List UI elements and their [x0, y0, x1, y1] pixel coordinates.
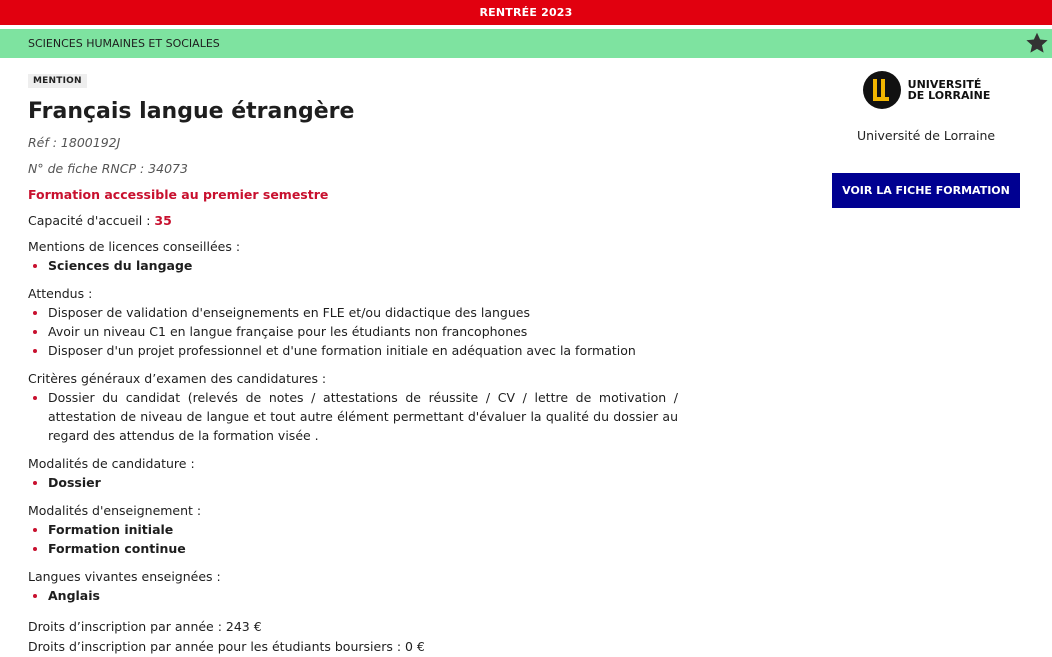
view-formation-button[interactable]: VOIR LA FICHE FORMATION [832, 173, 1020, 208]
langues-section [28, 569, 678, 605]
enseignement-label: Modalités d'enseignement : [28, 503, 202, 518]
star-icon[interactable] [1024, 30, 1050, 56]
candidature-label: Modalités de candidature : [28, 456, 195, 471]
university-logo-text [908, 79, 991, 101]
list-item: Dossier [28, 473, 678, 492]
candidature-section [28, 456, 678, 492]
list-item: Disposer d'un projet professionnel et d'une formation initiale en adéquation avec la formation [28, 341, 678, 360]
fees-section [28, 617, 678, 657]
attendus-label: Attendus : [28, 286, 93, 301]
rncp-number: N° de fiche RNCP : 34073 [28, 161, 188, 176]
licences-section [28, 239, 678, 275]
accessibility-note: Formation accessible au premier semestre [28, 187, 329, 202]
category-bar [0, 29, 1052, 58]
list-item: Anglais [28, 586, 678, 605]
formation-ref: Réf : 1800192J [28, 135, 121, 150]
langues-label: Langues vivantes enseignées : [28, 569, 221, 584]
formation-details [28, 68, 678, 657]
list-item: Avoir un niveau C1 en langue française pour les étudiants non francophones [28, 322, 678, 341]
enseignement-section [28, 503, 678, 558]
list-item: Dossier du candidat (relevés de notes / attestations de réussite / CV / lettre de motivation / attestation de niveau de langue et tout autre élément permettant d'évaluer la qualité du dossier au regard des attendus de la formation visée . [28, 388, 678, 445]
logo-line-2: DE LORRAINE [907, 89, 991, 102]
criteres-label: Critères généraux d’examen des candidatures : [28, 371, 327, 386]
mention-badge: MENTION [28, 74, 87, 88]
formation-title: Français langue étrangère [28, 99, 355, 124]
list-item: Formation continue [28, 539, 678, 558]
university-logo [832, 68, 1020, 112]
list-item: Formation initiale [28, 520, 678, 539]
capacity-label: Capacité d'accueil : [28, 213, 155, 228]
category-label: SCIENCES HUMAINES ET SOCIALES [28, 37, 220, 50]
capacity-line [28, 213, 678, 228]
fees-standard: Droits d’inscription par année : 243 € [28, 619, 262, 634]
university-name: Université de Lorraine [856, 128, 996, 143]
list-item: Disposer de validation d'enseignements en FLE et/ou didactique des langues [28, 303, 678, 322]
capacity-value: 35 [154, 213, 172, 228]
licences-label: Mentions de licences conseillées : [28, 239, 241, 254]
attendus-section [28, 286, 678, 360]
fees-boursiers: Droits d’inscription par année pour les étudiants boursiers : 0 € [28, 639, 425, 654]
university-panel [832, 68, 1020, 208]
logo-line-1: UNIVERSITÉ [907, 78, 982, 91]
criteres-section [28, 371, 678, 445]
rentree-label: RENTRÉE 2023 [479, 6, 573, 19]
university-logo-icon [862, 70, 902, 110]
list-item: Sciences du langage [28, 256, 678, 275]
rentree-banner [0, 0, 1052, 25]
